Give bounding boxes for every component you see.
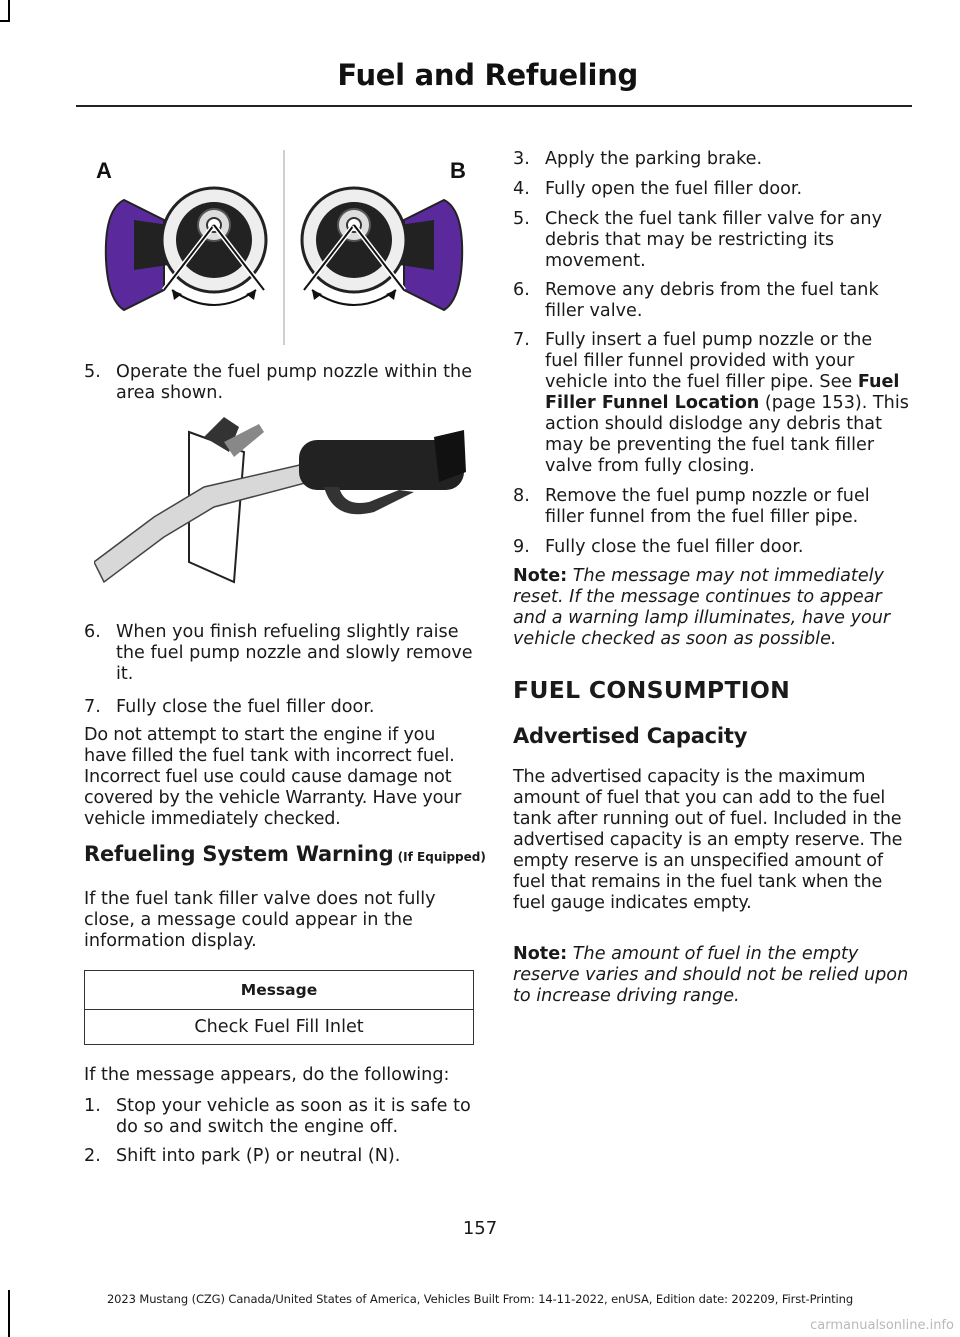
step-number: 8. (513, 486, 530, 506)
note-label: Note: (513, 944, 568, 964)
message-appears-paragraph: If the message appears, do the following: (84, 1065, 450, 1085)
step-text-part: Fully insert a fuel pump nozzle or the fuel filler funnel provided with your vehicle into the fuel filler pipe. See (545, 330, 873, 392)
step-2 (84, 1146, 476, 1167)
step-number: 6. (84, 622, 101, 642)
note-empty-reserve (513, 944, 909, 1007)
step-number: 1. (84, 1096, 101, 1116)
crop-mark (8, 0, 10, 20)
step-3 (513, 149, 909, 170)
fuel-door-a-icon (106, 188, 266, 310)
step-number: 5. (513, 209, 530, 229)
message-table (84, 970, 474, 1045)
edition-line: 2023 Mustang (CZG) Canada/United States of America, Vehicles Built From: 14-11-2022, enUSA, Edition date: 202209, First-Printing (106, 1292, 854, 1306)
step-text: Remove the fuel pump nozzle or fuel filler funnel from the fuel filler pipe. (545, 486, 870, 527)
note-label: Note: (513, 566, 568, 586)
step-number: 7. (84, 697, 101, 717)
step-text (545, 330, 909, 477)
fuel-door-figure (94, 150, 474, 350)
step-6 (84, 622, 476, 685)
crop-mark (0, 20, 10, 22)
note-text: The amount of fuel in the empty reserve varies and should not be relied upon to increase driving range. (513, 944, 909, 1006)
advertised-capacity-heading: Advertised Capacity (513, 724, 748, 748)
heading-suffix: (If Equipped) (393, 850, 486, 864)
step-text: Stop your vehicle as soon as it is safe to do so and switch the engine off. (116, 1096, 471, 1137)
heading-text: Refueling System Warning (84, 842, 394, 866)
step-8 (513, 486, 909, 528)
page-number: 157 (462, 1218, 498, 1239)
page-title: Fuel and Refueling (337, 58, 638, 92)
step-text: Apply the parking brake. (545, 149, 763, 169)
table-cell: Check Fuel Fill Inlet (85, 1010, 474, 1045)
valve-paragraph: If the fuel tank filler valve does not fully close, a message could appear in the information display. (84, 889, 436, 951)
step-5-right (513, 209, 909, 272)
step-text: Remove any debris from the fuel tank filler valve. (545, 280, 879, 321)
nozzle-figure (94, 412, 474, 590)
left-column (84, 0, 486, 1200)
step-text: Fully open the fuel filler door. (545, 179, 803, 199)
refueling-warning-heading (84, 844, 484, 868)
note-text: The message may not immediately reset. If the message continues to appear and a warning lamp illuminates, have your vehicle checked as soon as possible. (513, 566, 891, 649)
table-header: Message (85, 971, 474, 1010)
step-number: 5. (84, 362, 101, 382)
step-1 (84, 1096, 476, 1138)
step-number: 9. (513, 537, 530, 557)
step-number: 7. (513, 330, 530, 350)
step-text: Fully close the fuel filler door. (545, 537, 804, 557)
figure-label-b: B (450, 158, 466, 183)
figure-label-a: A (96, 158, 112, 183)
step-number: 2. (84, 1146, 101, 1166)
step-7-right (513, 330, 909, 477)
step-number: 6. (513, 280, 530, 300)
step-9 (513, 537, 909, 558)
step-text: Shift into park (P) or neutral (N). (116, 1146, 401, 1166)
fuel-consumption-heading: FUEL CONSUMPTION (513, 676, 791, 704)
watermark: carmanualsonline.info (810, 1318, 954, 1333)
capacity-paragraph: The advertised capacity is the maximum amount of fuel that you can add to the fuel tank after running out of fuel. Included in the advertised capacity is an empty reserve. The empty reserve is an unspecified amount of fuel that remains in the fuel tank when the fuel gauge indicates empty. (513, 767, 903, 913)
step-7 (84, 697, 476, 718)
step-4 (513, 179, 909, 200)
note-message-reset (513, 566, 909, 650)
incorrect-fuel-paragraph: Do not attempt to start the engine if you have filled the fuel tank with incorrect fuel. Incorrect fuel use could cause damage not covered by the vehicle Warranty. Have your vehicle immediately checked. (84, 725, 462, 829)
step-6-right (513, 280, 909, 322)
fuel-nozzle-illustration (94, 412, 474, 590)
fuel-door-illustration (94, 150, 474, 350)
step-text: When you finish refueling slightly raise the fuel pump nozzle and slowly remove it. (116, 622, 473, 684)
step-number: 3. (513, 149, 530, 169)
step-5 (84, 362, 476, 404)
right-column (513, 0, 909, 1200)
step-text: Check the fuel tank filler valve for any debris that may be restricting its movement. (545, 209, 882, 271)
step-text: Operate the fuel pump nozzle within the area shown. (116, 362, 473, 403)
funnel-location-link[interactable]: Fuel Filler Funnel Location (545, 372, 900, 413)
fuel-door-b-icon (302, 188, 462, 310)
step-text-part: (page 153). This action should dislodge any debris that may be preventing the fuel tank filler valve from fully closing. (545, 393, 909, 476)
step-number: 4. (513, 179, 530, 199)
step-text: Fully close the fuel filler door. (116, 697, 375, 717)
